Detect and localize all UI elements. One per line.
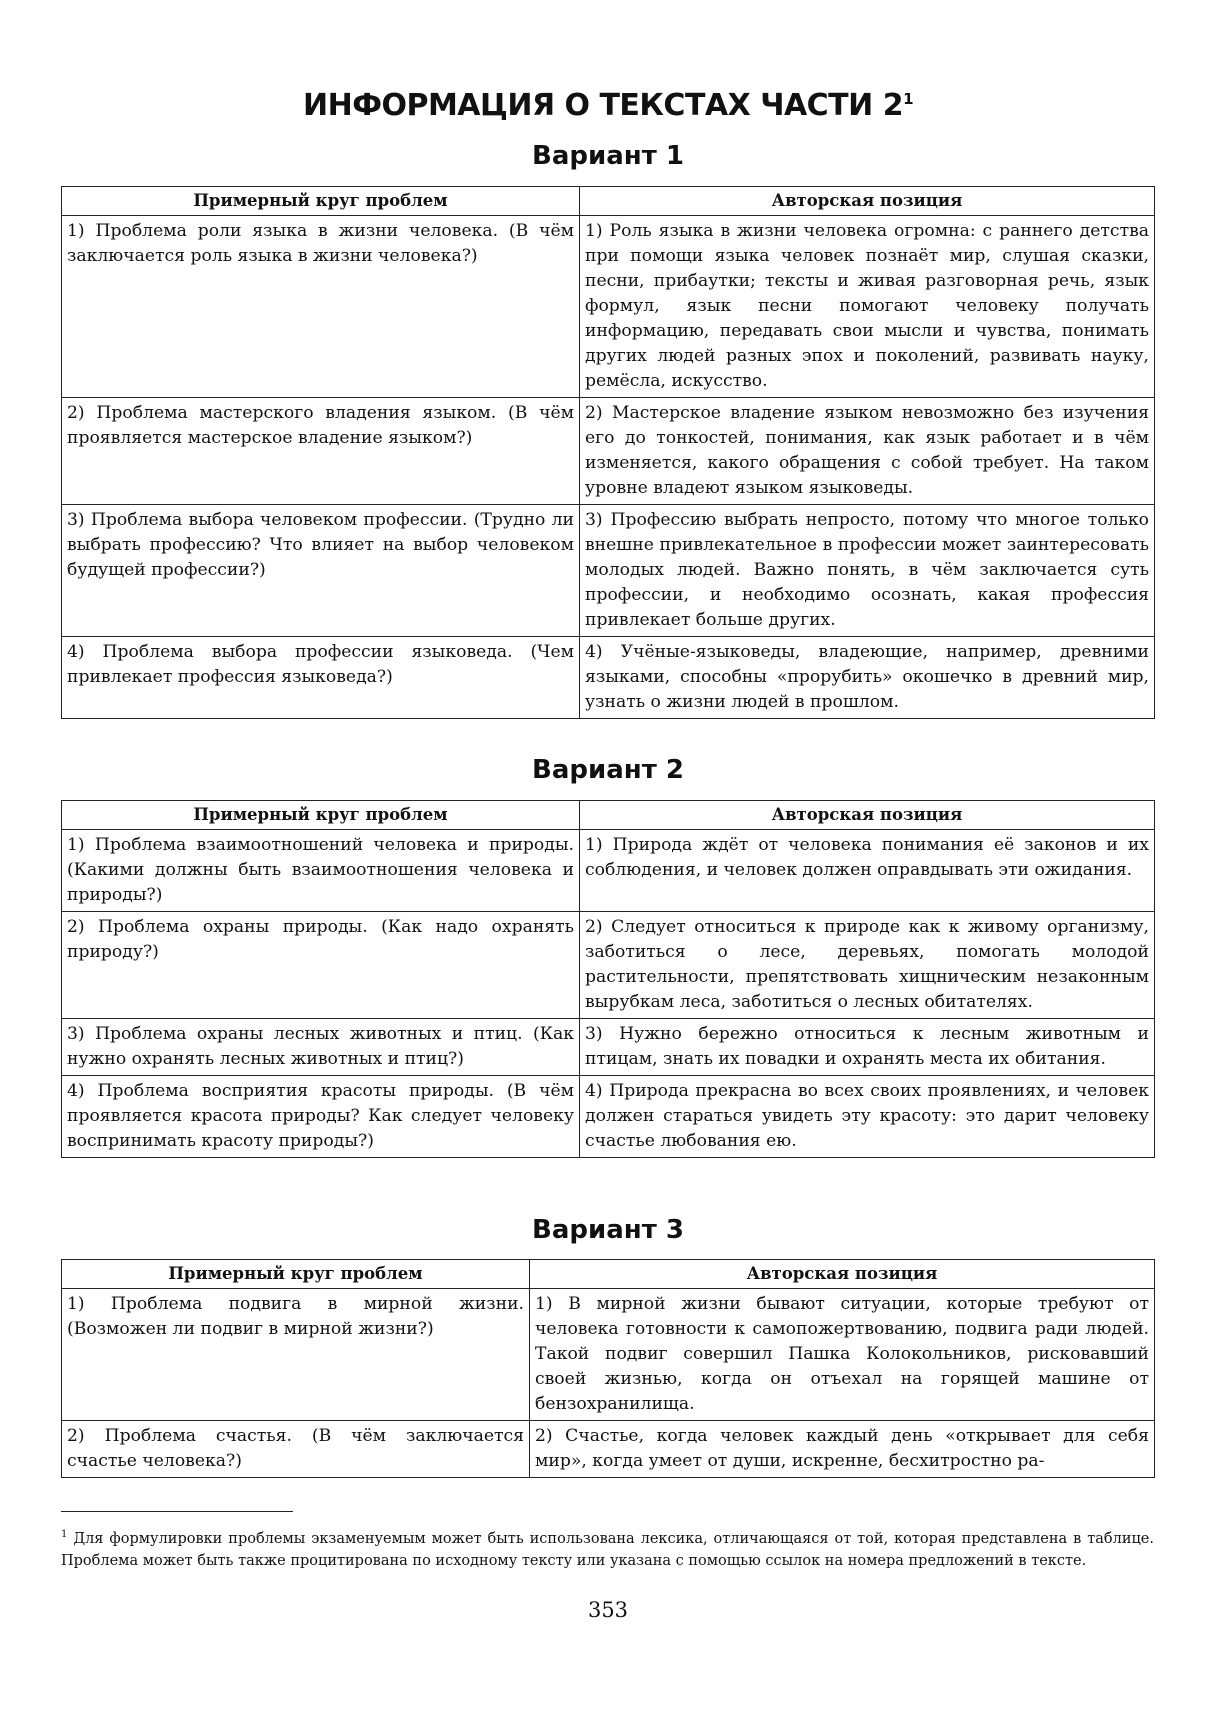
problem-cell: 3) Проблема выбора человеком профессии. (Трудно ли выбрать профессию? Что влияет на выбор человеком будущей профессии?) — [62, 505, 580, 637]
table-row — [62, 1421, 1155, 1478]
column-header-problems: Примерный круг проблем — [62, 187, 580, 216]
table-row — [62, 1076, 1155, 1158]
footnote-mark: 1 — [61, 1529, 68, 1540]
position-cell: 4) Природа прекрасна во всех своих проявлениях, и человек должен стараться увидеть эту красоту: это дарит человеку счастье любования ею. — [580, 1076, 1155, 1158]
column-header-problems: Примерный круг проблем — [62, 801, 580, 830]
position-cell: 1) Природа ждёт от человека понимания её законов и их соблюдения, и человек должен оправдывать эти ожидания. — [580, 830, 1155, 912]
table-row — [62, 1019, 1155, 1076]
table-row — [62, 912, 1155, 1019]
title-footnote-mark: 1 — [903, 90, 913, 108]
column-header-problems: Примерный круг проблем — [62, 1260, 530, 1289]
table-header-row — [62, 801, 1155, 830]
position-cell: 2) Следует относиться к природе как к живому организму, заботиться о лесе, деревьях, помогать молодой растительности, препятствовать хищническим незаконным вырубкам леса, заботиться о лесных обитателях. — [580, 912, 1155, 1019]
table-header-row — [62, 187, 1155, 216]
table-row — [62, 637, 1155, 719]
problem-cell: 4) Проблема восприятия красоты природы. (В чём проявляется красота природы? Как следует человеку воспринимать красоту природы?) — [62, 1076, 580, 1158]
variant-1-title: Вариант 1 — [532, 141, 684, 171]
variant-1-table — [61, 186, 1155, 719]
position-cell: 4) Учёные-языковеды, владеющие, например, древними языками, способны «прорубить» окошечко в древний мир, узнать о жизни людей в прошлом. — [580, 637, 1155, 719]
problem-cell: 1) Проблема роли языка в жизни человека. (В чём заключается роль языка в жизни человека?) — [62, 216, 580, 398]
table-row — [62, 216, 1155, 398]
variant-2-table — [61, 800, 1155, 1158]
variant-3-table — [61, 1259, 1155, 1478]
position-cell: 2) Мастерское владение языком невозможно без изучения его до тонкостей, понимания, как язык работает и в чём изменяется, какого обращения с собой требует. На таком уровне владеют языком языковеды. — [580, 398, 1155, 505]
column-header-position: Авторская позиция — [580, 187, 1155, 216]
position-cell: 2) Счастье, когда человек каждый день «открывает для себя мир», когда умеет от души, искренне, бесхитростно ра- — [530, 1421, 1155, 1478]
footnote-divider — [61, 1511, 293, 1512]
problem-cell: 2) Проблема мастерского владения языком. (В чём проявляется мастерское владение языком?) — [62, 398, 580, 505]
table-header-row — [62, 1260, 1155, 1289]
variant-3-title: Вариант 3 — [532, 1215, 684, 1245]
table-row — [62, 398, 1155, 505]
problem-cell: 2) Проблема счастья. (В чём заключается счастье человека?) — [62, 1421, 530, 1478]
variant-2-title: Вариант 2 — [532, 755, 684, 785]
column-header-position: Авторская позиция — [530, 1260, 1155, 1289]
problem-cell: 1) Проблема подвига в мирной жизни. (Возможен ли подвиг в мирной жизни?) — [62, 1289, 530, 1421]
problem-cell: 2) Проблема охраны природы. (Как надо охранять природу?) — [62, 912, 580, 1019]
problem-cell: 3) Проблема охраны лесных животных и птиц. (Как нужно охранять лесных животных и птиц?) — [62, 1019, 580, 1076]
table-row — [62, 1289, 1155, 1421]
position-cell: 1) Роль языка в жизни человека огромна: с раннего детства при помощи языка человек познаёт мир, слушая сказки, песни, прибаутки; тексты и живая разговорная речь, язык формул, язык песни помогают человеку получать информацию, передавать свои мысли и чувства, понимать других людей разных эпох и поколений, развивать науку, ремёсла, искусство. — [580, 216, 1155, 398]
column-header-position: Авторская позиция — [580, 801, 1155, 830]
page-title: ИНФОРМАЦИЯ О ТЕКСТАХ ЧАСТИ $2^1$ — [302, 88, 913, 123]
footnote — [61, 1524, 1154, 1572]
table-row — [62, 505, 1155, 637]
footnote-text: Для формулировки проблемы экзаменуемым может быть использована лексика, отличающаяся от той, которая представлена в таблице. Проблема может быть также процитирована по исходному тексту или указана с помощью ссылок на номера предложений в тексте. — [61, 1530, 1154, 1569]
position-cell: 3) Нужно бережно относиться к лесным животным и птицам, знать их повадки и охранять места их обитания. — [580, 1019, 1155, 1076]
position-cell: 1) В мирной жизни бывают ситуации, которые требуют от человека готовности к самопожертвованию, подвига ради людей. Такой подвиг совершил Пашка Колокольников, рисковавший своей жизнью, когда он отъехал на горящей машине от бензохранилища. — [530, 1289, 1155, 1421]
page-number: 353 — [587, 1598, 629, 1622]
problem-cell: 1) Проблема взаимоотношений человека и природы. (Какими должны быть взаимоотношения человека и природы?) — [62, 830, 580, 912]
position-cell: 3) Профессию выбрать непросто, потому что многое только внешне привлекательное в профессии может заинтересовать молодых людей. Важно понять, в чём заключается суть профессии, и необходимо осознать, какая профессия привлекает больше других. — [580, 505, 1155, 637]
table-row — [62, 830, 1155, 912]
problem-cell: 4) Проблема выбора профессии языковеда. (Чем привлекает профессия языковеда?) — [62, 637, 580, 719]
